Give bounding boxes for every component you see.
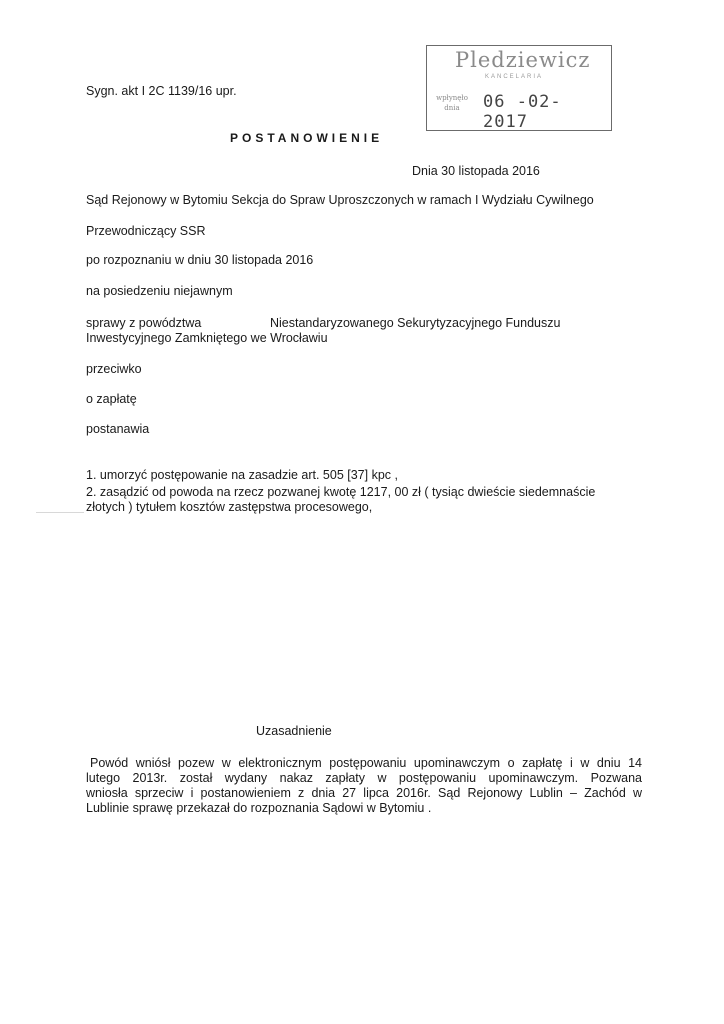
decision-item-2-line-2: złotych ) tytułem kosztów zastępstwa procesowego,: [86, 500, 373, 514]
received-stamp: [426, 45, 612, 131]
against-label: przeciwko: [86, 362, 142, 376]
scan-mark: [36, 512, 84, 513]
justification-line-4: Lublinie sprawę przekazał do rozpoznania Sądowi w Bytomiu .: [86, 801, 432, 815]
decides-label: postanawia: [86, 422, 150, 436]
hearing-date: po rozpoznaniu w dniu 30 listopada 2016: [86, 253, 314, 267]
plaintiff-line-1: Niestandaryzowanego Sekurytyzacyjnego Funduszu: [270, 316, 561, 330]
justification-heading: Uzasadnienie: [256, 724, 332, 738]
stamp-name: Pledziewicz: [455, 48, 591, 72]
decision-item-2-line-1: 2. zasądzić od powoda na rzecz pozwanej kwotę 1217, 00 zł ( tysiąc dwieście siedemnaście: [86, 485, 596, 499]
plaintiff-line-2: Inwestycyjnego Zamkniętego we Wrocławiu: [86, 331, 328, 345]
justification-line-3: wniosła sprzeciw i postanowieniem z dnia 27 lipca 2016r. Sąd Rejonowy Lublin – Zachód w: [86, 786, 642, 800]
decision-item-1: 1. umorzyć postępowanie na zasadzie art. 505 [37] kpc ,: [86, 468, 398, 482]
justification-line-2: lutego 2013r. został wydany nakaz zapłaty w postępowaniu upominawczym. Pozwana: [86, 771, 642, 785]
case-subject: o zapłatę: [86, 392, 137, 406]
court-name: Sąd Rejonowy w Bytomiu Sekcja do Spraw Uproszczonych w ramach I Wydziału Cywilnego: [86, 193, 594, 207]
presiding-judge: Przewodniczący SSR: [86, 224, 206, 238]
justification-paragraph: [86, 756, 642, 816]
stamp-date: 06 -02- 2017: [483, 92, 562, 132]
session-type: na posiedzeniu niejawnym: [86, 284, 233, 298]
stamp-received-label: wpłynęło dnia: [436, 94, 468, 112]
decision-date: Dnia 30 listopada 2016: [412, 164, 540, 178]
case-number: Sygn. akt I 2C 1139/16 upr.: [86, 84, 237, 98]
claim-label: sprawy z powództwa: [86, 316, 202, 330]
stamp-subtitle: KANCELARIA: [485, 74, 544, 80]
document-title: POSTANOWIENIE: [230, 131, 384, 145]
justification-line-1: Powód wniósł pozew w elektronicznym postępowaniu upominawczym o zapłatę i w dniu 14: [90, 756, 642, 770]
